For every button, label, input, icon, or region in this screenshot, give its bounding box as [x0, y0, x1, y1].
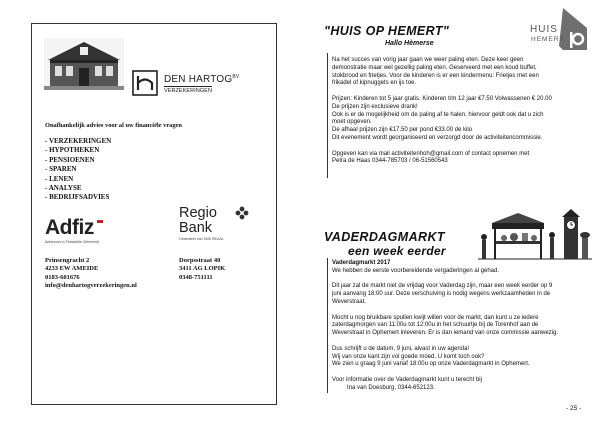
den-hartog-advertisement — [31, 23, 277, 405]
vaderdagmarkt-title: VADERDAGMARKT — [324, 230, 445, 244]
services-list — [45, 137, 111, 203]
body-line: moet opgeven. — [332, 119, 372, 126]
body-line: Dus schrijft u de datum, 9 juni, alvast in uw agenda! — [332, 345, 470, 352]
adfiz-accent-mark — [97, 220, 103, 223]
agency-name: DEN $HARTOG^{BV}$ — [164, 74, 240, 85]
body-spacer — [332, 143, 552, 151]
body-line: stokbrood en frietjes. Voor de kinderen is er een kindermenu: Frietjes met een — [332, 72, 539, 79]
huis-op-hemert-logo — [529, 6, 591, 52]
adfiz-wordmark: Adfiz — [45, 216, 94, 239]
logo-word-huis: HUIS — [530, 24, 558, 35]
huis-op-hemert-title: "HUIS OP HEMERT" — [324, 24, 450, 38]
body-line: Na het succes van vorig jaar gaan we weer paling eten. Deze keer geen — [332, 57, 524, 63]
logo-word-hemert: HEMERT — [531, 36, 565, 43]
service-item: - PENSIOENEN — [45, 155, 95, 164]
huis-op-hemert-body — [332, 57, 552, 166]
body-line: juni aanvang 18:00 uur. Deze verschuiving is nodig wegens werkzaamheden in de — [332, 291, 551, 298]
market-illustration — [478, 207, 592, 261]
address-line: 4233 EW AMEIDE — [45, 265, 99, 273]
service-item: - LENEN — [45, 174, 74, 183]
body-line: Weverstraat in Ophemert inleveren. Er is dan iemand van onze commissie aanwezig. — [332, 330, 558, 337]
body-spacer — [332, 88, 552, 96]
address-line: Prinsengracht 2 — [45, 257, 90, 264]
body-line: Weverstraat. — [332, 298, 366, 305]
body-spacer — [332, 369, 558, 377]
body-line: Prijzen: Kinderen tot 5 jaar gratis. Kinderen t/m 12 jaar €7.50 Volwassenen € 20.00 — [332, 95, 552, 102]
body-line: demonstratie maar wel gezellig paling eten. Geserveerd met een koud buffet, — [332, 64, 537, 71]
page-number: - 25 - — [566, 405, 582, 412]
regio-bank-logo — [179, 206, 259, 252]
address-ameide — [45, 257, 137, 290]
body-line: frikadel of kipnuggets en ijs toe. — [332, 80, 417, 87]
den-hartog-logo — [132, 70, 262, 98]
bank-wordmark: Bank — [179, 220, 213, 236]
body-line: Ook is er de mogelijkheid om de paling af te halen, hiervoor geldt ook dat u zich — [332, 111, 544, 118]
body-line: Opgeven kan via mail activiteitenhoh@gmail.com of contact opnemen met — [332, 150, 530, 157]
body-spacer — [332, 338, 558, 346]
vader-section-divider — [327, 258, 328, 393]
body-line: We zien u graag 9 juni vanaf 18:00u op onze Vaderdagmarkt in Ophemert. — [332, 361, 530, 368]
agency-subtitle: VERZEKERINGEN — [164, 88, 212, 94]
regio-bank-tagline: Onderdeel van SNS REAAL — [179, 237, 224, 241]
den-hartog-logo-mark-icon — [132, 70, 158, 96]
address-line: 3411 AG LOPIK — [179, 265, 226, 273]
body-line: Petra de Haas 0344-785703 / 06-51560543 — [332, 158, 448, 165]
flower-icon — [235, 206, 249, 220]
body-spacer — [332, 276, 558, 284]
address-line: 0348-751111 — [179, 273, 213, 281]
huis-section-divider — [327, 53, 328, 178]
vaderdagmarkt-body — [332, 260, 558, 393]
address-line: Dorpsstraat 40 — [179, 257, 221, 264]
body-line: Dit jaar zal de markt niet de vrijdag voor Vaderdag zijn, maar een week eerder op 9 — [332, 283, 553, 290]
address-line: 0183-601676 — [45, 273, 80, 281]
body-spacer — [332, 307, 558, 315]
vaderdagmarkt-heading: Vaderdagmarkt 2017 — [332, 260, 391, 266]
body-line: Voor informatie over de Vaderdagmarkt kunt u terecht bij — [332, 376, 482, 383]
body-line: Mocht u nog bruikbare spullen kwijt willen voor de markt, dan kunt u ze iedere — [332, 314, 539, 321]
body-line: Ina van Doesburg, 0344-652123. — [332, 384, 435, 391]
body-line: zaterdagmorgen van 11:00u tot 12:00u in het schuurtje bij de Torenhof aan de — [332, 322, 539, 329]
body-line: De afhaal prijzen zijn €17.50 per pond €33.00 de kilo — [332, 127, 473, 134]
office-building-photo — [44, 38, 124, 90]
vaderdagmarkt-subtitle: een week eerder — [348, 244, 446, 258]
body-line: Dit evenement wordt georganiseerd en verzorgd door de activiteitencommissie. — [332, 134, 543, 141]
service-item: - VERZEKERINGEN — [45, 137, 112, 145]
service-item: - HYPOTHEKEN — [45, 146, 100, 155]
adfiz-logo — [45, 217, 135, 247]
address-email: info@denhartogverzekeringen.nl — [45, 281, 137, 289]
adfiz-tagline: Adviseurs in Financiële Zekerheid — [45, 240, 99, 244]
service-item: - ANALYSE — [45, 184, 82, 193]
body-line: Wij van onze kant zijn vol goede moed. U komt toch ook? — [332, 353, 485, 360]
huis-op-hemert-subtitle: Hallo Hèmerse — [385, 40, 434, 47]
body-line: De prijzen zijn exclusieve drank! — [332, 103, 418, 110]
service-item: - SPAREN — [45, 165, 77, 174]
regio-wordmark: Regio — [179, 205, 217, 221]
agency-suffix: BV — [232, 74, 240, 80]
address-lopik — [179, 257, 225, 282]
service-item: - BEDRIJFSADVIES — [45, 193, 110, 202]
advice-title: Onafhankelijk advies voor al uw financiële vragen — [45, 122, 182, 129]
body-line: We hebben de eerste voorbereidende vergaderingen al gehad. — [332, 267, 500, 274]
